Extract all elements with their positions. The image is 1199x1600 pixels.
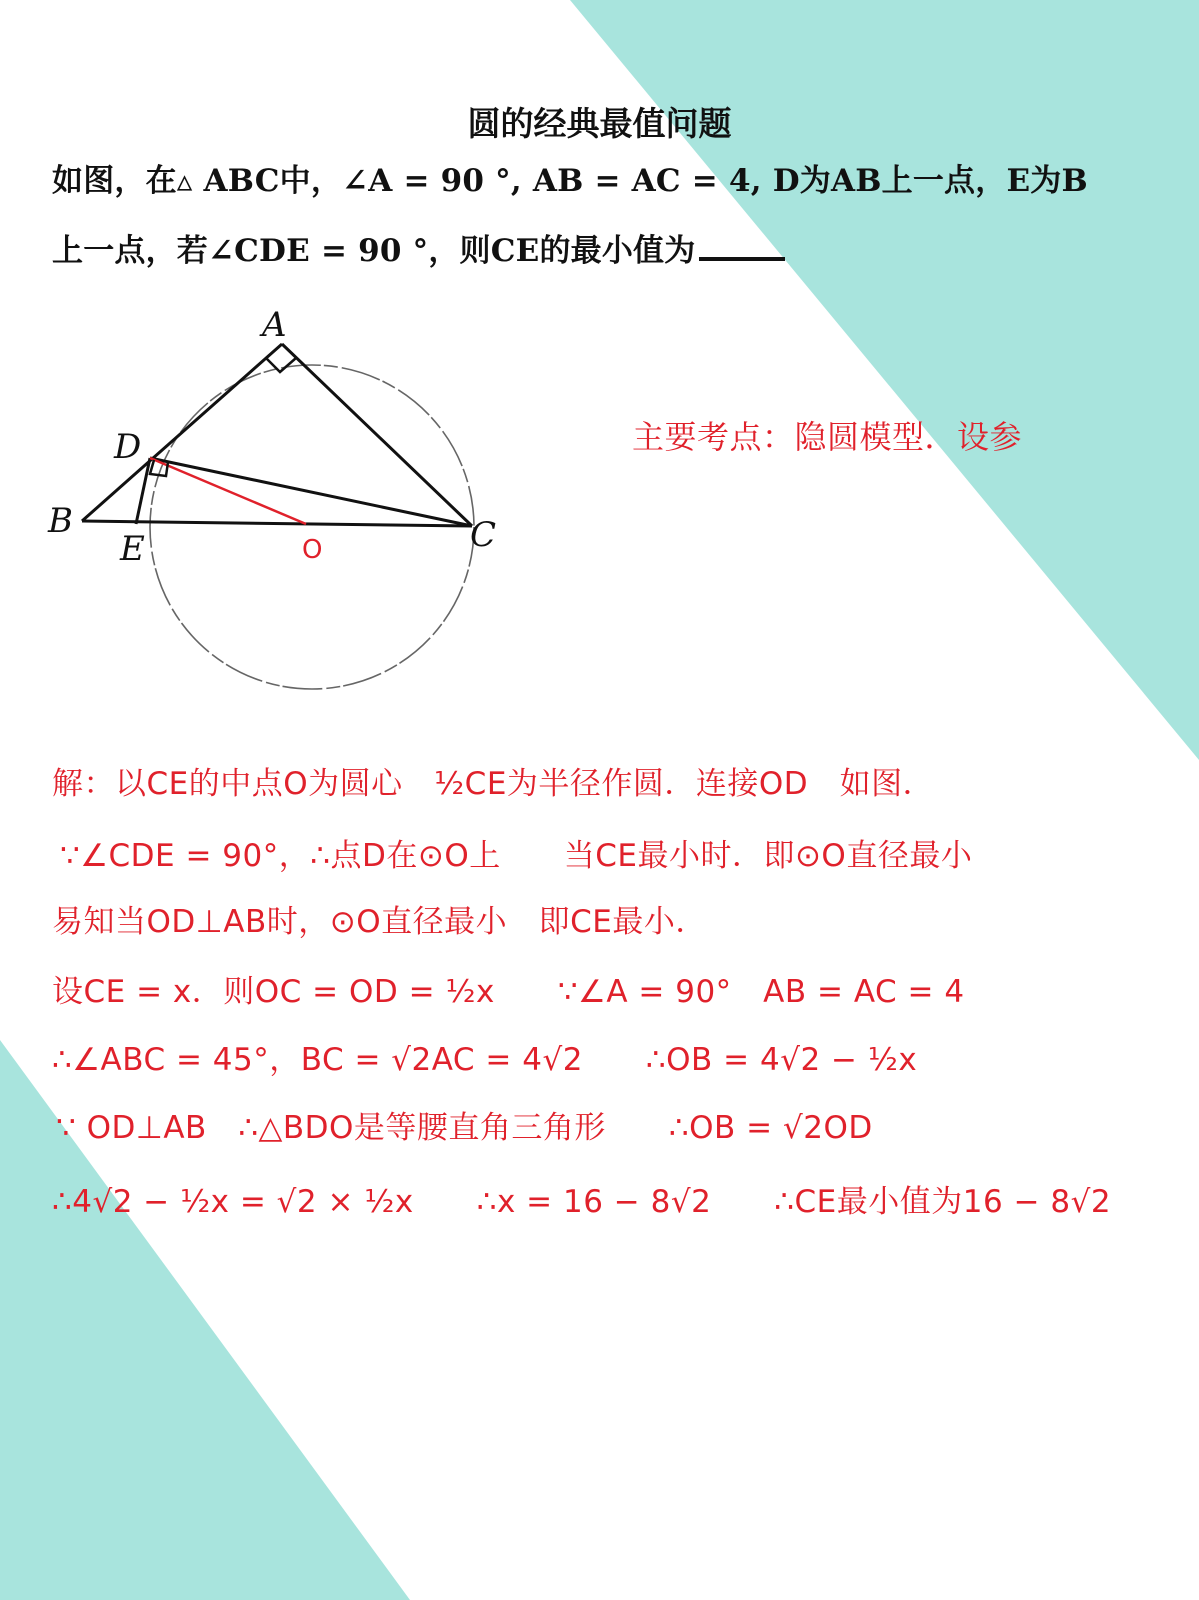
solution-line-5: ∴∠ABC = 45°，BC = √2AC = 4√2 ∴OB = 4√2 − ½x — [52, 1042, 918, 1078]
question-line-1: 如图，在▵ ABC中，∠A = 90 °, AB = AC = 4, D为AB上一点，E为B — [52, 163, 1088, 199]
solution-line-2: ∵∠CDE = 90°，∴点D在⊙O上 当CE最小时．即⊙O直径最小 — [60, 838, 973, 874]
key-point-note: 主要考点：隐圆模型．设参 — [632, 418, 1023, 456]
solution-line-6: ∵ OD⊥AB ∴△BDO是等腰直角三角形 ∴OB = √2OD — [56, 1110, 873, 1146]
label-D: D — [114, 427, 142, 467]
label-B: B — [48, 501, 73, 541]
label-E: E — [120, 529, 145, 569]
segment-AC — [282, 344, 472, 526]
label-A: A — [262, 305, 287, 345]
page-title: 圆的经典最值问题 — [467, 104, 732, 143]
question-line-2 — [52, 225, 785, 270]
solution-line-7: ∴4√2 − ½x = √2 × ½x ∴x = 16 − 8√2 ∴CE最小值为16 − 8√2 — [52, 1184, 1112, 1220]
segment-OD — [150, 458, 306, 524]
solution-line-1: 解：以CE的中点O为圆心 ½CE为半径作圆．连接OD 如图． — [52, 766, 935, 802]
label-O: O — [302, 535, 323, 565]
answer-blank — [699, 231, 785, 261]
geometry-figure — [0, 290, 560, 710]
question-line-2-text: 上一点，若∠CDE = 90 °，则CE的最小值为 — [52, 233, 696, 269]
segment-AB — [82, 344, 282, 521]
solution-line-3: 易知当OD⊥AB时，⊙O直径最小 即CE最小． — [52, 904, 707, 940]
segment-DC — [150, 458, 472, 526]
hidden-circle — [150, 365, 474, 689]
label-C: C — [470, 515, 497, 555]
solution-line-4: 设CE = x．则OC = OD = ½x ∵∠A = 90° AB = AC = 4 — [52, 974, 965, 1010]
segment-BC — [82, 521, 472, 526]
